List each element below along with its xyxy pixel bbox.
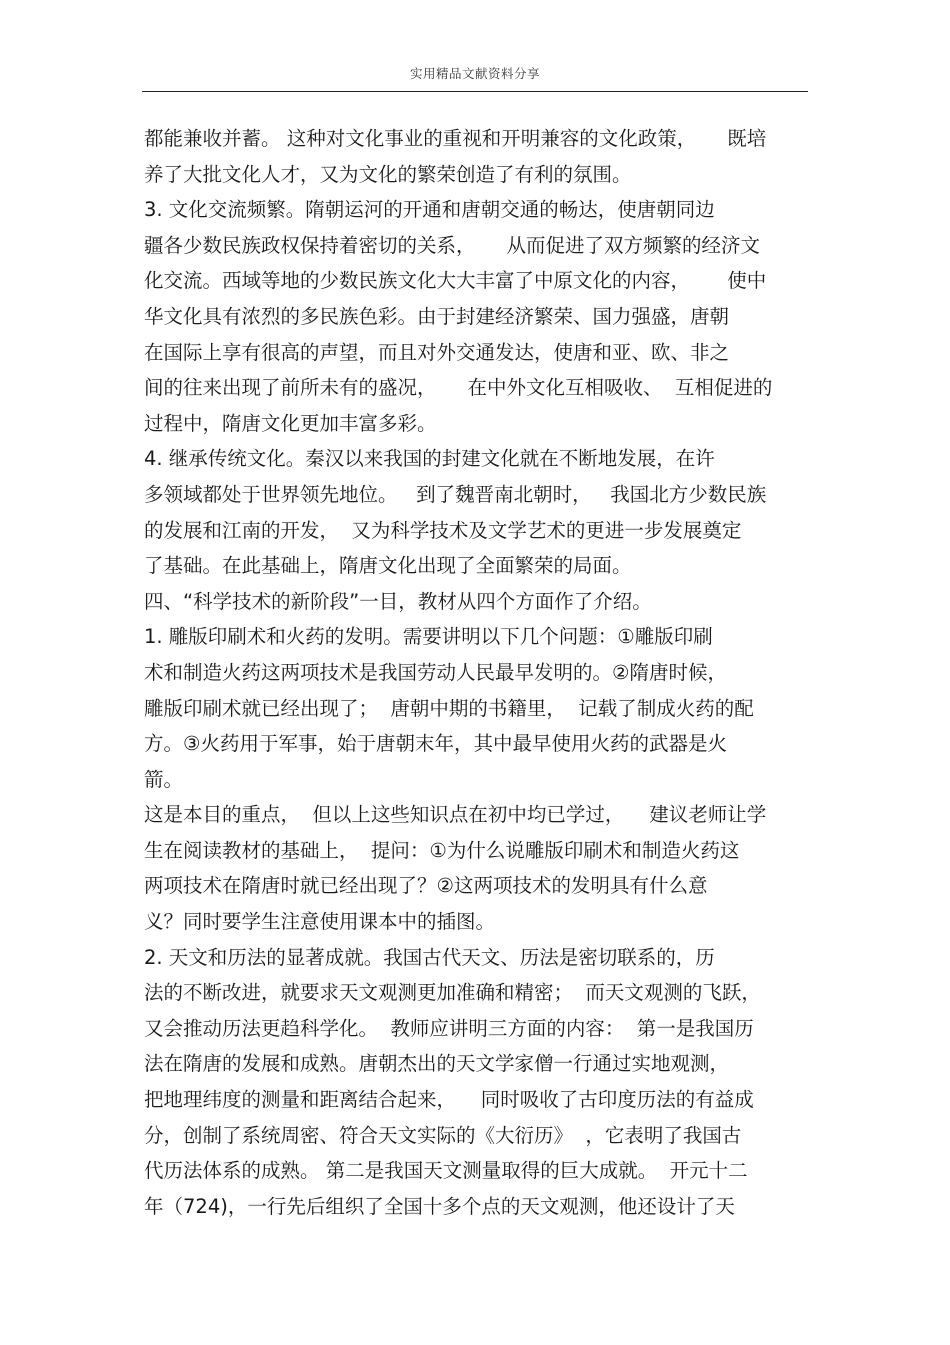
text-line: 法在隋唐的发展和成熟。唐朝杰出的天文学家僧一行通过实地观测， xyxy=(144,1052,730,1076)
text-line: 3. 文化交流频繁。隋朝运河的开通和唐朝交通的畅达，使唐朝同边 xyxy=(144,198,715,222)
text-line: 都能兼收并蓄。 这种对文化事业的重视和开明兼容的文化政策， 既培 xyxy=(144,127,767,150)
text-line: 化交流。西域等地的少数民族文化大大丰富了中原文化的内容， 使中 xyxy=(144,269,767,293)
text-line: 在国际上享有很高的声望，而且对外交通发达，使唐和亚、欧、非之 xyxy=(144,340,730,364)
text-line: 分，创制了系统周密、符合天文实际的《大衍历》 ，它表明了我国古 xyxy=(144,1123,742,1147)
text-line: 义？同时要学生注意使用课本中的插图。 xyxy=(144,910,496,934)
text-line: 这是本目的重点， 但以上这些知识点在初中均已学过， 建议老师让学 xyxy=(144,803,767,827)
text-line: 又会推动历法更趋科学化。 教师应讲明三方面的内容： 第一是我国历 xyxy=(144,1016,754,1040)
text-line: 多领域都处于世界领先地位。 到了魏晋南北朝时， 我国北方少数民族 xyxy=(144,482,767,506)
header-divider xyxy=(142,91,808,92)
text-line: 的发展和江南的开发， 又为科学技术及文学艺术的更进一步发展奠定 xyxy=(144,518,742,542)
text-line: 了基础。在此基础上，隋唐文化出现了全面繁荣的局面。 xyxy=(144,554,632,578)
text-line: 2. 天文和历法的显著成就。我国古代天文、历法是密切联系的，历 xyxy=(144,945,715,969)
text-line: 养了大批文化人才，又为文化的繁荣创造了有利的氛围。 xyxy=(144,162,632,186)
text-line: 生在阅读教材的基础上， 提问：①为什么说雕版印刷术和制造火药这 xyxy=(144,838,740,862)
text-line: 代历法体系的成熟。 第二是我国天文测量取得的巨大成就。 开元十二 xyxy=(144,1159,748,1183)
text-line: 术和制造火药这两项技术是我国劳动人民最早发明的。②隋唐时候， xyxy=(144,660,727,684)
body-text xyxy=(144,121,824,1224)
text-line: 1. 雕版印刷术和火药的发明。需要讲明以下几个问题：①雕版印刷 xyxy=(144,625,713,649)
text-line: 四、“科学技术的新阶段”一目，教材从四个方面作了介绍。 xyxy=(144,589,652,613)
page-header-title: 实用精品文献资料分享 xyxy=(409,66,540,81)
text-line: 法的不断改进，就要求天文观测更加准确和精密； 而天文观测的飞跃， xyxy=(144,981,761,1005)
text-line: 疆各少数民族政权保持着密切的关系， 从而促进了双方频繁的经济文 xyxy=(144,233,760,257)
text-line: 雕版印刷术就已经出现了； 唐朝中期的书籍里， 记载了制成火药的配 xyxy=(144,696,754,720)
text-line: 间的往来出现了前所未有的盛况， 在中外文化互相吸收、 互相促进的 xyxy=(144,376,773,400)
text-line: 4. 继承传统文化。秦汉以来我国的封建文化就在不断地发展，在许 xyxy=(144,447,715,471)
text-line: 箭。 xyxy=(144,767,184,791)
text-line: 华文化具有浓烈的多民族色彩。由于封建经济繁荣、国力强盛，唐朝 xyxy=(144,304,730,328)
text-line: 把地理纬度的测量和距离结合起来， 同时吸收了古印度历法的有益成 xyxy=(144,1088,754,1112)
text-line: 过程中，隋唐文化更加丰富多彩。 xyxy=(144,411,437,435)
text-line: 两项技术在隋唐时就已经出现了？②这两项技术的发明具有什么意 xyxy=(144,874,708,898)
text-line: 方。③火药用于军事，始于唐朝末年，其中最早使用火药的武器是火 xyxy=(144,732,727,756)
text-line: 年（724)，一行先后组织了全国十多个点的天文观测，他还设计了天 xyxy=(144,1194,735,1218)
